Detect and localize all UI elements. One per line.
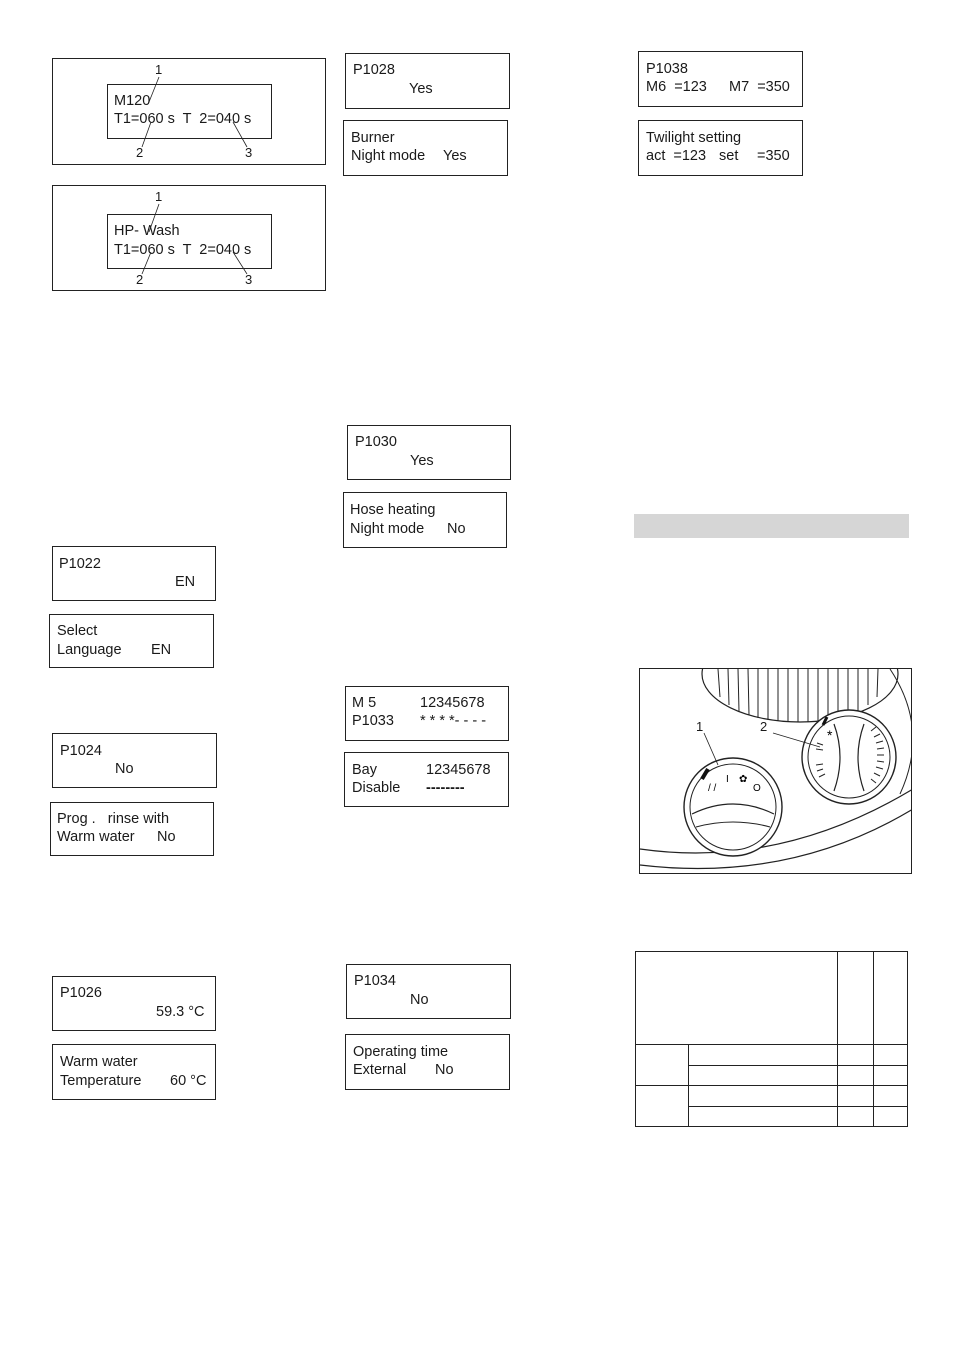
knobs-figure-frame <box>639 668 912 874</box>
p1030-value: Yes <box>410 453 434 469</box>
table-cell <box>838 1066 874 1086</box>
m5-label: M 5 <box>352 695 377 711</box>
knobs-illustration <box>640 669 912 874</box>
p1034-value: No <box>410 992 429 1008</box>
section-heading-bar <box>634 514 909 538</box>
callout-2: 2 <box>136 145 144 160</box>
display-m120-line2: T1=060 s T 2=040 s <box>114 111 252 127</box>
callout-3: 3 <box>245 272 253 287</box>
p1024-value: No <box>115 761 134 777</box>
table-cell <box>874 1107 908 1127</box>
warm-water-label: Temperature <box>60 1073 142 1089</box>
callout-1: 1 <box>155 189 163 204</box>
p1030-code: P1030 <box>355 434 397 450</box>
hose-heating-value: No <box>447 521 466 537</box>
p1022-value: EN <box>175 574 196 590</box>
callout-3: 3 <box>245 145 253 160</box>
svg-text:O: O <box>753 783 761 794</box>
display-m120-line1: M120 <box>114 93 151 109</box>
svg-text:/ /: / / <box>708 783 717 794</box>
select-language-value: EN <box>151 642 172 658</box>
table-cell <box>636 1045 689 1086</box>
table-header-cell <box>838 952 874 1045</box>
table-cell <box>874 1086 908 1107</box>
table-header-cell <box>874 952 908 1045</box>
twilight-set: set <box>719 148 739 164</box>
callout-2: 2 <box>136 272 144 287</box>
disable-value: -------- <box>426 780 465 796</box>
table-header-cell <box>636 952 838 1045</box>
table-cell <box>689 1107 838 1127</box>
select-language-label: Language <box>57 642 122 658</box>
prog-rinse-line1: Prog . rinse with <box>57 811 170 827</box>
display-hp-wash-line2: T1=060 s T 2=040 s <box>114 242 252 258</box>
burner-label: Night mode <box>351 148 426 164</box>
callout-1: 1 <box>155 62 163 77</box>
knob-callout-1: 1 <box>696 719 704 734</box>
bay-value: 12345678 <box>426 762 491 778</box>
p1024-code: P1024 <box>60 743 102 759</box>
p1033-label: P1033 <box>352 713 394 729</box>
p1022-code: P1022 <box>59 556 101 572</box>
warm-water-value: 60 °C <box>170 1073 207 1089</box>
twilight-set-value: =350 <box>757 148 790 164</box>
p1034-code: P1034 <box>354 973 396 989</box>
table-cell <box>636 1086 689 1127</box>
table-cell <box>689 1066 838 1086</box>
twilight-act: act =123 <box>646 148 707 164</box>
p1033-value: * * * *- - - - <box>420 713 487 729</box>
burner-line1: Burner <box>351 130 395 146</box>
table-cell <box>838 1107 874 1127</box>
prog-rinse-value: No <box>157 829 176 845</box>
table-cell <box>689 1086 838 1107</box>
p1038-code: P1038 <box>646 61 688 77</box>
table-cell <box>874 1045 908 1066</box>
operating-time-value: No <box>435 1062 454 1078</box>
empty-table <box>635 951 908 1127</box>
prog-rinse-label: Warm water <box>57 829 135 845</box>
operating-time-line1: Operating time <box>353 1044 449 1060</box>
p1026-code: P1026 <box>60 985 102 1001</box>
hose-heating-line1: Hose heating <box>350 502 436 518</box>
disable-label: Disable <box>352 780 401 796</box>
svg-text:✿: ✿ <box>739 774 748 785</box>
twilight-line1: Twilight setting <box>646 130 742 146</box>
hose-heating-label: Night mode <box>350 521 425 537</box>
select-language-line1: Select <box>57 623 98 639</box>
p1038-m7: M7 =350 <box>729 79 790 95</box>
table-cell <box>689 1045 838 1066</box>
p1026-value: 59.3 °C <box>156 1004 205 1020</box>
bay-label: Bay <box>352 762 377 778</box>
p1028-code: P1028 <box>353 62 395 78</box>
svg-text:I: I <box>726 774 729 785</box>
svg-text:*: * <box>827 727 833 743</box>
p1028-value: Yes <box>409 81 433 97</box>
knob-callout-2: 2 <box>760 719 768 734</box>
operating-time-label: External <box>353 1062 407 1078</box>
m5-value: 12345678 <box>420 695 485 711</box>
table-cell <box>838 1045 874 1066</box>
table-cell <box>874 1066 908 1086</box>
display-hp-wash-line1: HP- Wash <box>114 223 180 239</box>
table-cell <box>838 1086 874 1107</box>
p1038-m6: M6 =123 <box>646 79 707 95</box>
burner-value: Yes <box>443 148 467 164</box>
warm-water-line1: Warm water <box>60 1054 138 1070</box>
